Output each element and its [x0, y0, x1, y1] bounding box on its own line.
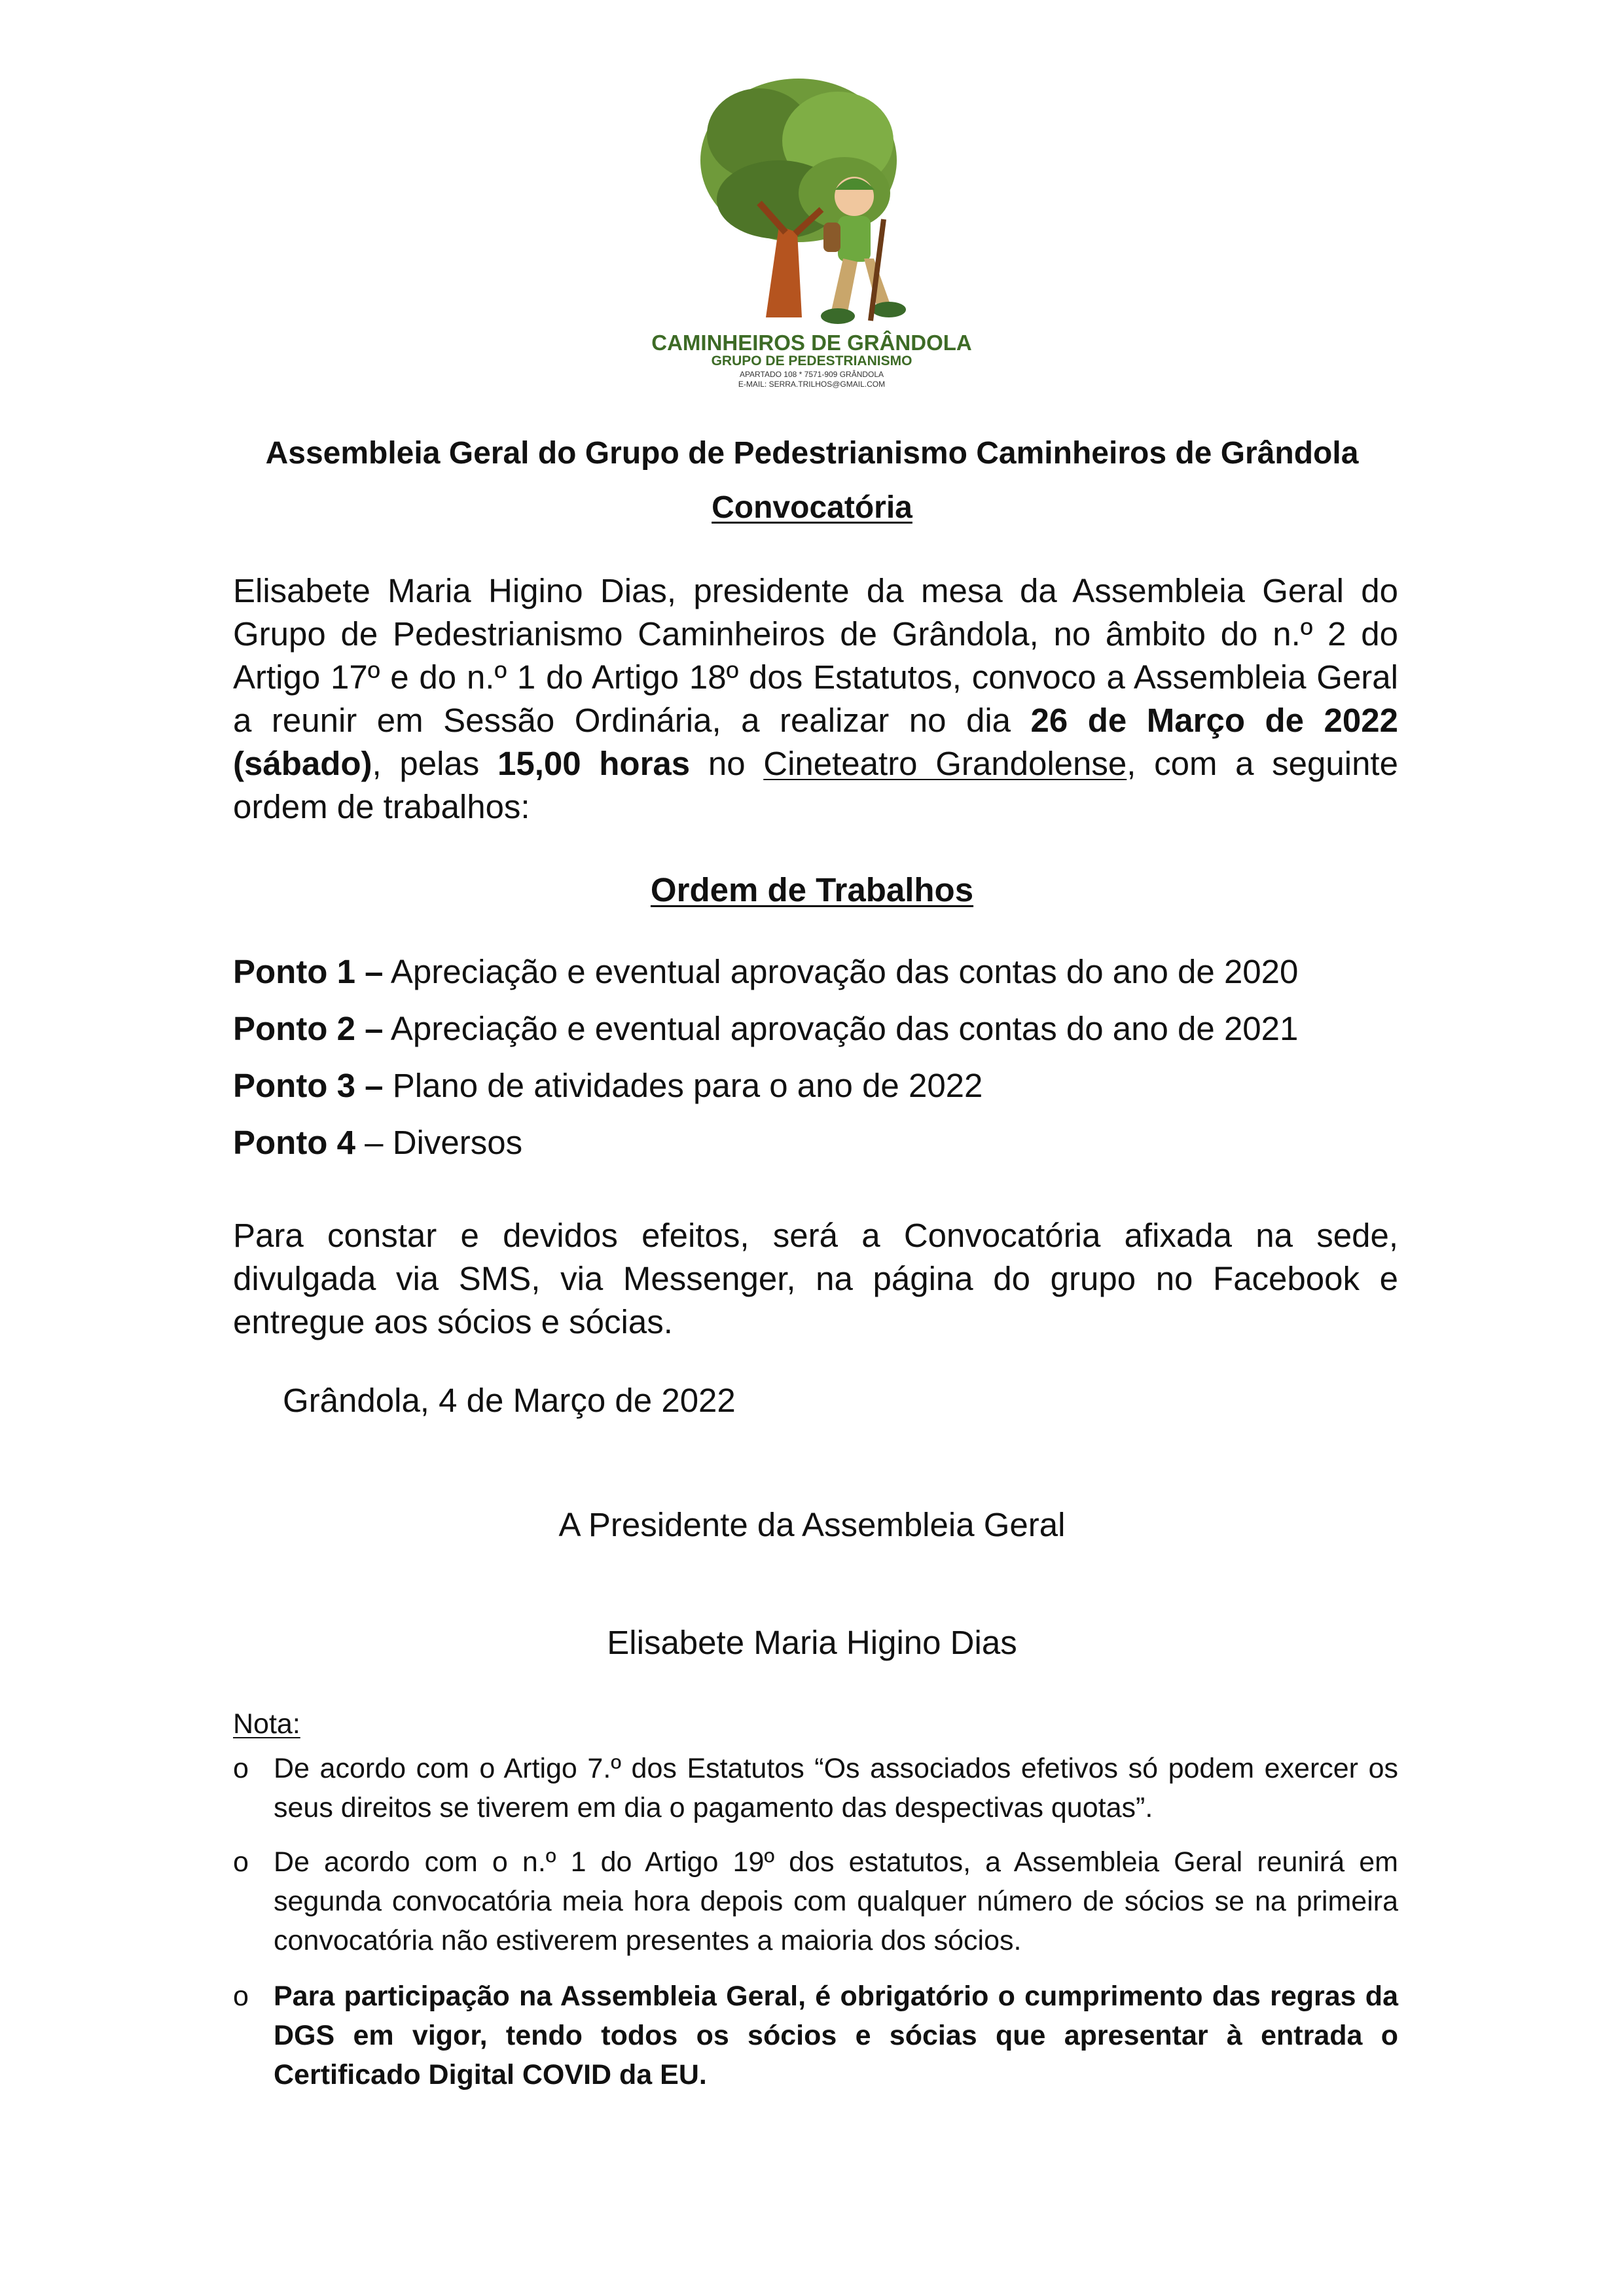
- note-text: De acordo com o n.º 1 do Artigo 19º dos estatutos, a Assembleia Geral reunirá em segunda convocatória meia hora depois com qualquer número de sócios se na primeira convocatória não estiverem presentes a maioria dos sócios.: [274, 1846, 1398, 1956]
- meeting-venue: Cineteatro Grandolense: [763, 745, 1127, 782]
- agenda-item-label: Ponto 3 –: [233, 1067, 384, 1104]
- logo-email: E-MAIL: SERRA.TRILHOS@GMAIL.COM: [738, 380, 886, 389]
- bullet-icon: o: [233, 1846, 249, 1878]
- agenda-item: [233, 1009, 1298, 1048]
- bullet-icon: o: [233, 1981, 249, 2012]
- agenda-item-label: Ponto 2 –: [233, 1010, 384, 1047]
- place-date: Grândola, 4 de Março de 2022: [283, 1382, 736, 1419]
- intro-text-4: , com a seguinte ordem de trabalhos:: [233, 745, 1398, 825]
- signature-role: A Presidente da Assembleia Geral: [558, 1506, 1066, 1543]
- agenda-item: [233, 1066, 983, 1105]
- agenda-heading-row: [0, 870, 1624, 909]
- agenda-item: [233, 952, 1298, 991]
- meeting-date: 26 de Março de 2022 (sábado): [233, 702, 1398, 782]
- tree-hiker-logo-icon: [651, 62, 972, 389]
- agenda-item-label: Ponto 1 –: [233, 953, 384, 990]
- logo-address: APARTADO 108 * 7571-909 GRÂNDOLA: [739, 370, 884, 379]
- club-logo: [651, 62, 972, 389]
- convocatoria-heading: Convocatória: [712, 490, 912, 525]
- document-subtitle: [0, 490, 1624, 526]
- agenda-item-text: Apreciação e eventual aprovação das contas do ano de 2021: [383, 1010, 1299, 1047]
- note-item: [0, 1977, 1624, 2094]
- closing-paragraph: Para constar e devidos efeitos, será a Convocatória afixada na sede, divulgada via SMS, via Messenger, na página do grupo no Facebook e entregue aos sócios e sócias.: [233, 1217, 1398, 1340]
- intro-paragraph: [233, 569, 1398, 829]
- agenda-item-text: Plano de atividades para o ano de 2022: [383, 1067, 983, 1104]
- note-text: De acordo com o Artigo 7.º dos Estatutos “Os associados efetivos só podem exercer os seus direitos se tiverem em dia o pagamento das despectivas quotas”.: [274, 1753, 1398, 1823]
- logo-club-name: CAMINHEIROS DE GRÂNDOLA: [651, 331, 972, 355]
- note-item: [0, 1842, 1624, 1960]
- agenda-item-text: Apreciação e eventual aprovação das contas do ano de 2020: [383, 953, 1299, 990]
- note-text-bold: Para participação na Assembleia Geral, é obrigatório o cumprimento das regras da DGS em vigor, tendo todos os sócios e sócias que apresentar à entrada o Certificado Digital COVID da EU.: [274, 1981, 1398, 2090]
- agenda-heading: Ordem de Trabalhos: [650, 871, 974, 908]
- bullet-icon: o: [233, 1753, 249, 1784]
- agenda-item: [233, 1123, 522, 1162]
- notes-heading: [233, 1708, 300, 1740]
- document-title: Assembleia Geral do Grupo de Pedestrianismo Caminheiros de Grândola: [265, 436, 1359, 471]
- intro-text-3: no: [690, 745, 764, 782]
- note-item: [0, 1749, 1624, 1827]
- agenda-item-text: – Diversos: [355, 1124, 523, 1161]
- meeting-time: 15,00 horas: [497, 745, 691, 782]
- intro-text-2: , pelas: [372, 745, 497, 782]
- notes-heading-text: Nota:: [233, 1708, 300, 1740]
- logo-subtitle: GRUPO DE PEDESTRIANISMO: [711, 353, 912, 368]
- intro-text-1: Elisabete Maria Higino Dias, presidente da mesa da Assembleia Geral do Grupo de Pedestrianismo Caminheiros de Grândola, no âmbito do n.º 2 do Artigo 17º e do n.º 1 do Artigo 18º dos Estatutos, convoco a Assembleia Geral a reunir em Sessão Ordinária, a realizar no dia: [233, 572, 1398, 739]
- signature-name: Elisabete Maria Higino Dias: [607, 1624, 1017, 1661]
- agenda-item-label: Ponto 4: [233, 1124, 355, 1161]
